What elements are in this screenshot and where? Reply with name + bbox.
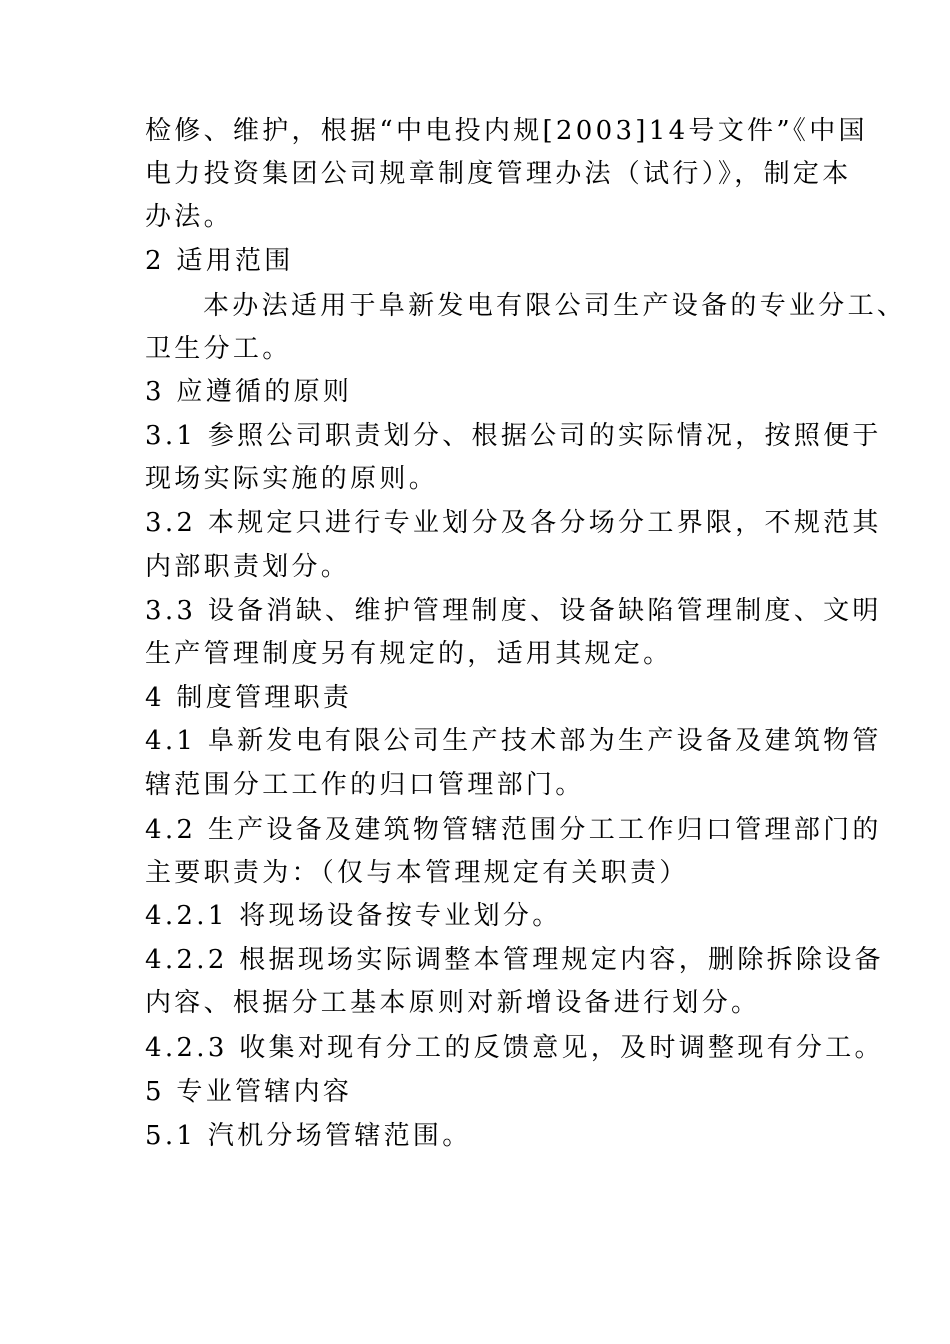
clause-4-2-1: 4.2.1 将现场设备按专业划分。	[145, 901, 562, 931]
clause-5-1: 5.1 汽机分场管辖范围。	[145, 1121, 472, 1151]
body-text-line: 生产管理制度另有规定的，适用其规定。	[145, 639, 673, 669]
section-heading-4: 4 制度管理职责	[145, 683, 353, 713]
body-text-line: 现场实际实施的原则。	[145, 464, 439, 494]
clause-4-2: 4.2 生产设备及建筑物管辖范围分工工作归口管理部门的	[145, 815, 882, 845]
section-heading-3: 3 应遵循的原则	[145, 377, 353, 407]
clause-3-2: 3.2 本规定只进行专业划分及各分场分工界限，不规范其	[145, 508, 882, 538]
body-text-line: 辖范围分工工作的归口管理部门。	[145, 770, 585, 800]
body-text-line: 本办法适用于阜新发电有限公司生产设备的专业分工、	[203, 291, 907, 321]
body-text-line: 卫生分工。	[145, 334, 292, 364]
section-heading-5: 5 专业管辖内容	[145, 1077, 353, 1107]
clause-4-2-2: 4.2.2 根据现场实际调整本管理规定内容，删除拆除设备	[145, 945, 884, 975]
clause-3-3: 3.3 设备消缺、维护管理制度、设备缺陷管理制度、文明	[145, 596, 882, 626]
clause-4-2-3: 4.2.3 收集对现有分工的反馈意见，及时调整现有分工。	[145, 1033, 884, 1063]
body-text-line: 内容、根据分工基本原则对新增设备进行划分。	[145, 988, 761, 1018]
body-text-line: 电力投资集团公司规章制度管理办法（试行）》，制定本	[145, 159, 852, 189]
body-text-line: 办法。	[145, 202, 233, 232]
body-text-line: 主要职责为：（仅与本管理规定有关职责）	[145, 858, 689, 888]
clause-3-1: 3.1 参照公司职责划分、根据公司的实际情况，按照便于	[145, 421, 882, 451]
body-text-line: 内部职责划分。	[145, 552, 351, 582]
clause-4-1: 4.1 阜新发电有限公司生产技术部为生产设备及建筑物管	[145, 726, 882, 756]
body-text-line: 检修、维护，根据“中电投内规[2003]14号文件”《中国	[145, 116, 868, 146]
section-heading-2: 2 适用范围	[145, 246, 294, 276]
